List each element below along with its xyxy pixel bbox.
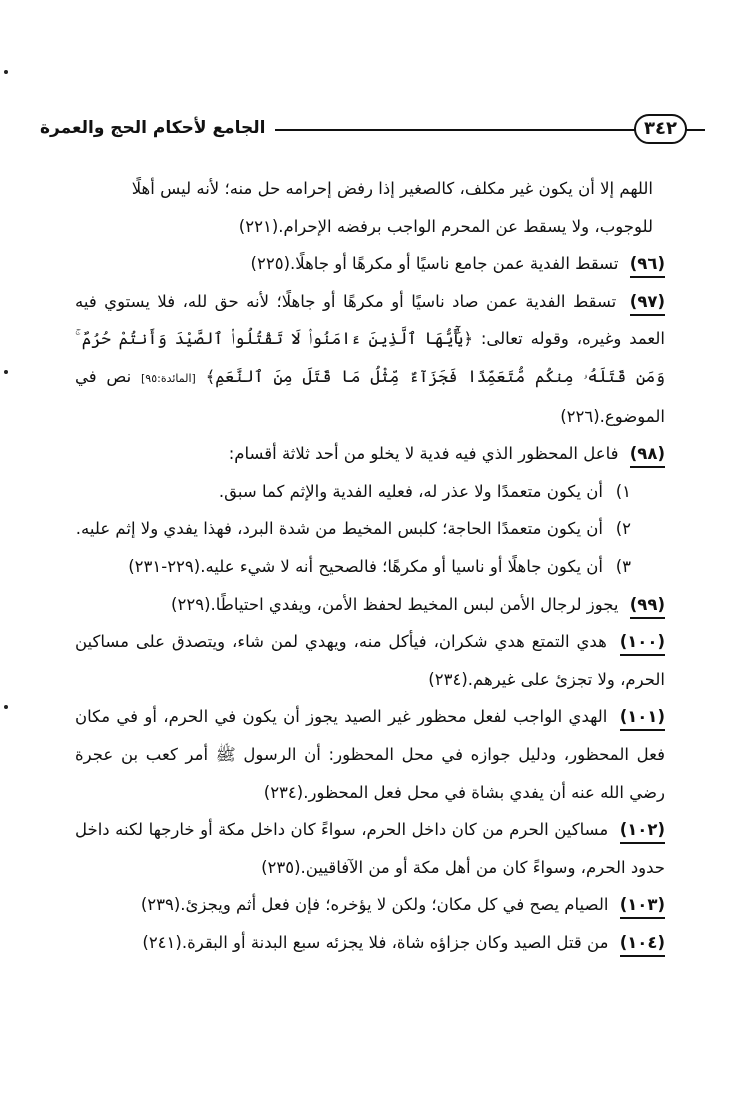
sub-item-number: ١)	[615, 481, 631, 501]
quran-verse: ﴿يَٰٓأَيُّهَا ٱلَّذِينَ ءَامَنُوا۟ لَا تَقْتُلُوا۟ ٱلصَّيْدَ وَأَنتُمْ حُرُمٌ ۚ وَمَن قَتَلَهُۥ مِنكُم مُّتَعَمِّدًا فَجَزَآءٌ مِّثْلُ مَا قَتَلَ مِنَ ٱلنَّعَمِ﴾	[75, 329, 665, 386]
intro-line: للوجوب، ولا يسقط عن المحرم الواجب برفضه الإحرام.(٢٢١)	[238, 216, 653, 236]
margin-dot	[4, 705, 8, 709]
sub-item-number: ٣)	[615, 556, 631, 576]
sub-item	[75, 548, 653, 586]
item-text: هدي التمتع هدي شكران، فيأكل منه، ويهدي لمن شاء، ويتصدق على مساكين الحرم، ولا تجزئ على غيرهم.(٢٣٤)	[75, 632, 665, 689]
sub-item-text: أن يكون متعمدًا ولا عذر له، فعليه الفدية والإثم كما سبق.	[218, 481, 603, 501]
item-number: (٩٧)	[630, 290, 665, 316]
list-item	[75, 886, 665, 924]
list-item	[75, 435, 665, 473]
item-number: (٩٦)	[630, 252, 665, 278]
page-body	[75, 170, 666, 961]
page-number: ٣٤٢	[634, 114, 687, 144]
item-number: (١٠٢)	[620, 818, 665, 844]
sub-item-text: أن يكون جاهلًا أو ناسيا أو مكرهًا؛ فالصحيح أنه لا شيء عليه.(٢٢٩-٢٣١)	[128, 556, 603, 576]
item-text-tail: نص في الموضوع.(٢٢٦)	[75, 366, 665, 426]
margin-dot	[4, 70, 8, 74]
list-item	[75, 623, 665, 698]
item-text: تسقط الفدية عمن جامع ناسيًا أو مكرهًا أو جاهلًا.(٢٢٥)	[250, 254, 619, 274]
item-text: الهدي الواجب لفعل محظور غير الصيد يجوز أن يكون في الحرم، أو في مكان فعل المحظور، ودليل جوازه في محل المحظور: أن الرسول ﷺ أمر كعب بن عجرة رضي الله عنه أن يفدي بشاة في محل فعل المحظور.(٢٣٤)	[75, 707, 665, 802]
sub-item	[75, 510, 653, 548]
list-item	[75, 283, 665, 435]
item-text: تسقط الفدية عمن صاد ناسيًا أو مكرهًا أو جاهلًا؛ لأنه حق لله، فلا يستوي فيه العمد وغيره، وقوله تعالى:	[75, 291, 665, 349]
sub-item-text: أن يكون متعمدًا الحاجة؛ كلبس المخيط من شدة البرد، فهذا يفدي ولا إثم عليه.	[75, 519, 603, 539]
item-number: (١٠٤)	[620, 931, 665, 957]
sub-item-number: ٢)	[615, 519, 631, 539]
list-item	[75, 811, 665, 886]
item-number: (٩٨)	[630, 442, 665, 468]
intro-line: اللهم إلا أن يكون غير مكلف، كالصغير إذا رفض إحرامه حل منه؛ لأنه ليس أهلًا	[131, 179, 653, 198]
list-item	[75, 924, 665, 962]
verse-reference: [المائدة:٩٥]	[140, 371, 196, 385]
item-text: فاعل المحظور الذي فيه فدية لا يخلو من أحد ثلاثة أقسام:	[228, 444, 619, 464]
list-item	[75, 245, 665, 283]
item-number: (١٠٣)	[620, 893, 665, 919]
item-text: مساكين الحرم من كان داخل الحرم، سواءً كان داخل مكة أو خارجها لكنه داخل حدود الحرم، وسواءً كان من أهل مكة أو من الآفاقيين.(٢٣٥)	[75, 820, 665, 877]
margin-dot	[4, 370, 8, 374]
item-text: من قتل الصيد وكان جزاؤه شاة، فلا يجزئه سبع البدنة أو البقرة.(٢٤١)	[142, 932, 609, 952]
sub-item	[75, 473, 653, 511]
list-item	[75, 586, 665, 624]
item-number: (٩٩)	[630, 593, 665, 619]
item-text: يجوز لرجال الأمن لبس المخيط لحفظ الأمن، ويفدي احتياطًا.(٢٢٩)	[171, 594, 619, 614]
book-title: الجامع لأحكام الحج والعمرة	[40, 114, 275, 142]
page-header	[40, 112, 705, 148]
item-text: الصيام يصح في كل مكان؛ ولكن لا يؤخره؛ فإن فعل أثم ويجزئ.(٢٣٩)	[140, 895, 609, 915]
item-number: (١٠١)	[620, 705, 665, 731]
item-number: (١٠٠)	[620, 630, 665, 656]
list-item	[75, 698, 665, 811]
